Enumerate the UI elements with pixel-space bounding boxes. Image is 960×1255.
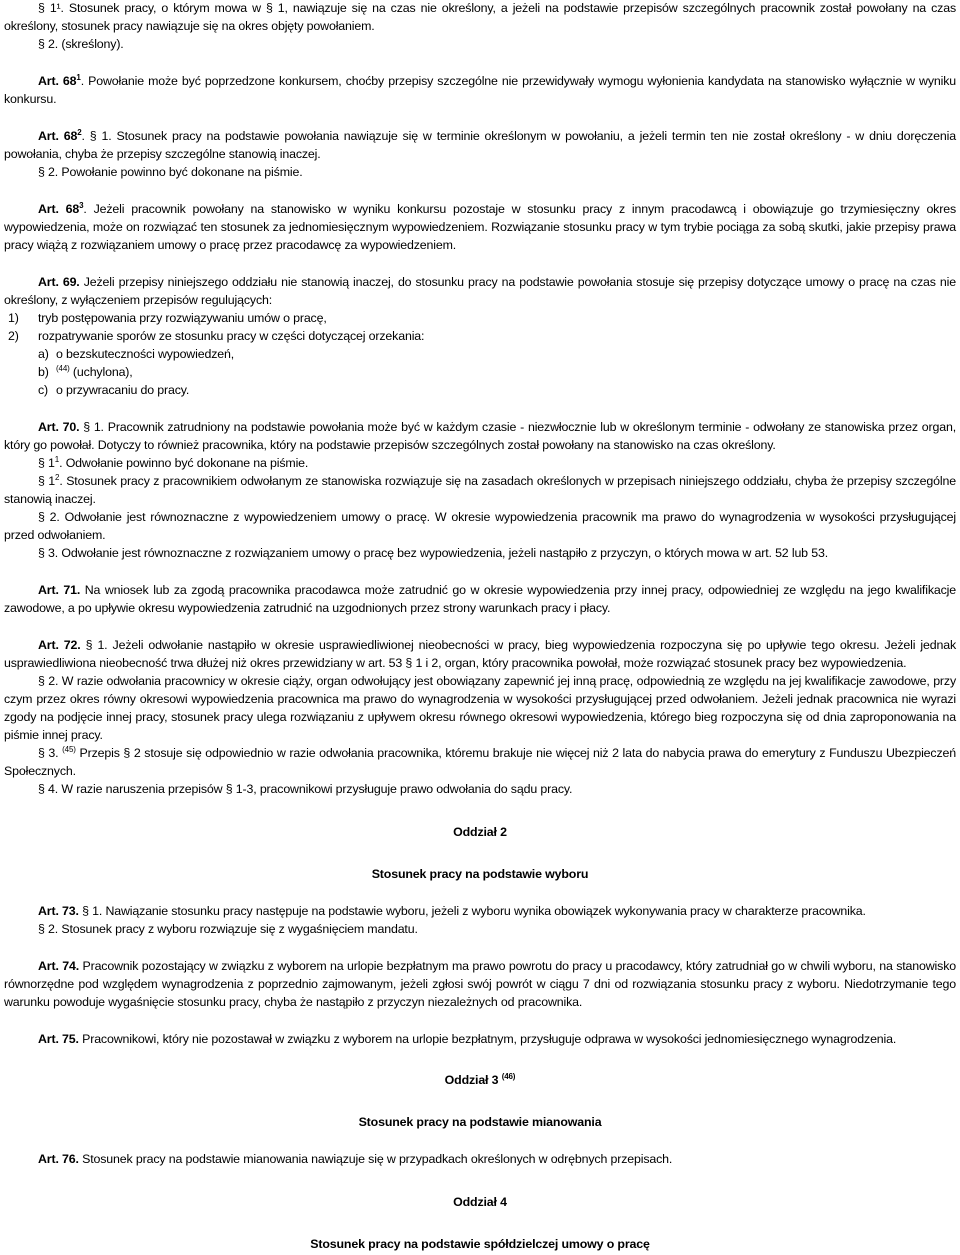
article-label: Art. 72. [38,638,81,652]
article-text: . Jeżeli pracownik powołany na stanowisko w wyniku konkursu pozostaje w stosunku pracy z innym pracodawcą i obowiązuje go trzymiesięczny okres wypowiedzenia, może on rozwiązać ten stosunek za jednomiesięcznym wypowiedzeniem. Rozwiązanie stosunku pracy w tym trybie pociąga za sobą skutki, jakie przepisy prawa pracy wiążą z rozwiązaniem umowy o pracę przez pracodawcę za wypowiedzeniem. [4,202,956,252]
article-label: Art. 70. [38,420,80,434]
list-text: tryb postępowania przy rozwiązywaniu umów o pracę, [38,311,327,325]
article-text: . § 1. Stosunek pracy na podstawie powołania nawiązuje się w terminie określonym w powołaniu, a jeżeli termin ten nie został określony - w dniu doręczenia powołania, chyba że przepisy szczególne stanowią inaczej. [4,129,956,161]
article-70-par-1-1: § $1^1$. Odwołanie powinno być dokonane na piśmie. [38,455,309,470]
section-sign: § [38,922,45,936]
paragraph-text: 4. W razie naruszenia przepisów § 1-3, pracownikowi przysługuje prawo odwołania do sądu pracy. [44,782,573,796]
document-page [4,0,956,1253]
article-71 [4,581,956,617]
article-text: Pracownik pozostający w związku z wyborem na urlopie bezpłatnym ma prawo powrotu do pracy u pracodawcy, który zatrudniał go w chwili wyboru, na stanowisko równorzędne pod względem wynagrodzenia z poprzednio zajmowanym, jeżeli zgłosi swój powrót w ciągu 7 dni od rozwiązania stosunku pracy z wyboru. Niedotrzymanie tego warunku powoduje wygaśnięcie stosunku pracy, chyba że nastąpiło z przyczyn niezależnych od pracownika. [4,959,956,1009]
section-heading: Oddział 4 [453,1195,507,1209]
section-sign: § [38,474,45,488]
article-68-1 [4,72,956,108]
article-text: § 1. Pracownik zatrudniony na podstawie powołania może być w każdym czasie - niezwłocznie lub w określonym terminie - odwołany ze stanowiska przez organ, który go powołał. Dotyczy to również pracownika, który na podstawie przepisów szczególnych został powołany na stanowisko na czas określony. [4,420,956,452]
article-72-par-4 [4,780,956,798]
article-label: Art. 73. [38,904,79,918]
list-text: o bezskuteczności wypowiedzeń, [56,347,235,361]
list-text: o przywracaniu do pracy. [56,383,190,397]
list-number: 1) [8,311,19,325]
article-69 [4,273,956,309]
paragraph-text: 2. (skreślony). [44,37,124,51]
article-70 [4,418,956,454]
paragraph-text: . Odwołanie powinno być dokonane na piśmie. [59,456,309,470]
list-item [38,345,956,363]
list-letter: b) [38,365,49,379]
article-text: . Powołanie może być poprzedzone konkursem, choćby przepisy szczególne nie przewidywały wymogu wyłonienia kandydata na stanowisko wyłącznie w wyniku konkursu. [4,74,956,106]
article-73-par-2 [4,920,956,938]
list-text: rozpatrywanie sporów ze stosunku pracy w części dotyczącej orzekania: [38,329,425,343]
paragraph-text: 2. Stosunek pracy z wyboru rozwiązuje się z wygaśnięciem mandatu. [44,922,418,936]
article-text: Stosunek pracy na podstawie mianowania nawiązuje się w przypadkach określonych w odrębnych przepisach. [78,1152,673,1166]
list-text: (uchylona), [69,365,133,379]
article-72-par-2 [4,672,956,744]
footnote-ref: (44) [56,364,70,373]
article-70-par-1-2: § $1^2$. Stosunek pracy z pracownikiem odwołanym ze stanowiska rozwiązuje się na zasadach określonych w przepisach niniejszego oddziału, chyba że przepisy szczególne stanowią inaczej. [4,473,956,506]
section-sign: § [38,1,45,15]
article-72-par-3: § 3. $^{(45)}$ Przepis § 2 stosuje się odpowiednio w razie odwołania pracownika, któremu brakuje nie więcej niż 2 lata do nabycia prawa do emerytury z Funduszu Ubezpieczeń Społecznych. [4,745,956,778]
article-label: Art. 76. [38,1152,79,1166]
list-item [38,381,956,399]
article-text: § 1. Jeżeli odwołanie nastąpiło w okresie usprawiedliwionej nieobecności w pracy, bieg wypowiedzenia rozpoczyna się po upływie tego okresu. Jeżeli jednak usprawiedliwiona nieobecność trwa dłużej niż okres przewidziany w art. 53 § 1 i 2, organ, który pracownika powołał, może rozwiązać stosunek pracy bez wypowiedzenia. [4,638,956,670]
article-text: § 1. Nawiązanie stosunku pracy następuje na podstawie wyboru, jeżeli z wyboru wynika obowiązek wykonywania pracy w charakterze pracownika. [78,904,866,918]
section-sign: § [38,456,45,470]
article-label: Art. $68^3$ [38,201,84,216]
paragraph-text: 2. W razie odwołania pracownicy w okresie ciąży, organ odwołujący jest obowiązany zapewnić jej inną pracę, odpowiednią ze względu na jej kwalifikacje zawodowe, przy czym przez okres równy okresowi wypowiedzenia pracownica ma prawo do wynagrodzenia w wysokości przysługującej przed odwołaniem. Jeżeli jednak pracownica nie wyrazi zgody na podjęcie innej pracy, stosunek pracy ulega rozwiązaniu z upływem okresu równego okresowi wypowiedzenia, którego bieg rozpoczyna się od dnia zaproponowania na piśmie innej pracy. [4,674,956,742]
section-sign: § [38,782,45,796]
article-label: Art. 75. [38,1032,79,1046]
list-number: 2) [8,329,19,343]
section-sign: § [38,37,45,51]
list-letter: c) [38,383,49,397]
section-sign: § [38,546,45,560]
article-label: Art. $68^1$ [38,73,81,88]
section-subheading: Stosunek pracy na podstawie mianowania [358,1115,602,1129]
article-68-2-par-2 [4,163,956,181]
list-item [38,363,956,381]
list-item [4,309,956,327]
section-sign: § [38,510,45,524]
article-text: Jeżeli przepisy niniejszego oddziału nie stanowią inaczej, do stosunku pracy na podstawie powołania stosuje się przepisy dotyczące umowy o pracę na czas nie określony, z wyłączeniem przepisów regulujących: [4,275,956,307]
section-sign: § [38,165,45,179]
article-label: Art. $68^2$ [38,128,82,143]
list-item [4,327,956,345]
article-73 [4,902,956,920]
article-70-par-2 [4,508,956,544]
section-sign: § [38,746,45,760]
article-69-list [4,309,956,345]
section-subheading: Stosunek pracy na podstawie wyboru [371,867,589,881]
article-label: Art. 69. [38,275,80,289]
section-heading: Oddział 2 [453,825,507,839]
footnote-ref: (46) [501,1072,516,1081]
paragraph-text: 1¹. Stosunek pracy, o którym mowa w § 1, nawiązuje się na czas nie określony, a jeżeli na podstawie przepisów szczególnych pracownik został powołany na czas określony, stosunek pracy nawiązuje się na okres objęty powołaniem. [4,1,956,33]
article-text: Na wniosek lub za zgodą pracownika pracodawca może zatrudnić go w okresie wypowiedzenia przy innej pracy, odpowiedniej ze względu na jego kwalifikacje zawodowe, a po upływie okresu wypowiedzenia zatrudnić na uzgodnionych przez strony warunkach pracy i płacy. [4,583,956,615]
section-heading: Oddział 3 $^{(46)}$ [444,1072,516,1087]
article-68-3 [4,200,956,254]
list-letter: a) [38,347,49,361]
section-subheading: Stosunek pracy na podstawie spółdzielczej umowy o pracę [310,1237,650,1251]
article-label: Art. 74. [38,959,79,973]
paragraph-2 [4,35,956,53]
article-74 [4,957,956,1011]
article-75 [4,1030,956,1048]
article-label: Art. 71. [38,583,81,597]
paragraph-text: . Stosunek pracy z pracownikiem odwołanym ze stanowiska rozwiązuje się na zasadach określonych w przepisach niniejszego oddziału, chyba że przepisy szczególne stanowią inaczej. [4,474,956,506]
paragraph-text: Przepis § 2 stosuje się odpowiednio w razie odwołania pracownika, któremu brakuje nie więcej niż 2 lata do nabycia prawa do emerytury z Funduszu Ubezpieczeń Społecznych. [4,746,956,778]
article-68-2 [4,127,956,163]
section-sign: § [38,674,45,688]
paragraph-text: 2. Odwołanie jest równoznaczne z wypowiedzeniem umowy o pracę. W okresie wypowiedzenia pracownik ma prawo do wynagrodzenia w wysokości przysługującej przed odwołaniem. [4,510,956,542]
article-72 [4,636,956,672]
paragraph-text: 3. Odwołanie jest równoznaczne z rozwiązaniem umowy o pracę bez wypowiedzenia, jeżeli nastąpiło z przyczyn, o których mowa w art. 52 lub 53. [44,546,828,560]
paragraph-1-1 [4,0,956,35]
article-69-sublist [4,345,956,399]
paragraph-text: 2. Powołanie powinno być dokonane na piśmie. [44,165,303,179]
article-70-par-3 [4,544,956,562]
article-text: Pracownikowi, który nie pozostawał w związku z wyborem na urlopie bezpłatnym, przysługuje odprawa w wysokości jednomiesięcznego wynagrodzenia. [78,1032,897,1046]
article-76 [4,1150,956,1168]
footnote-ref: (45) [62,745,76,754]
